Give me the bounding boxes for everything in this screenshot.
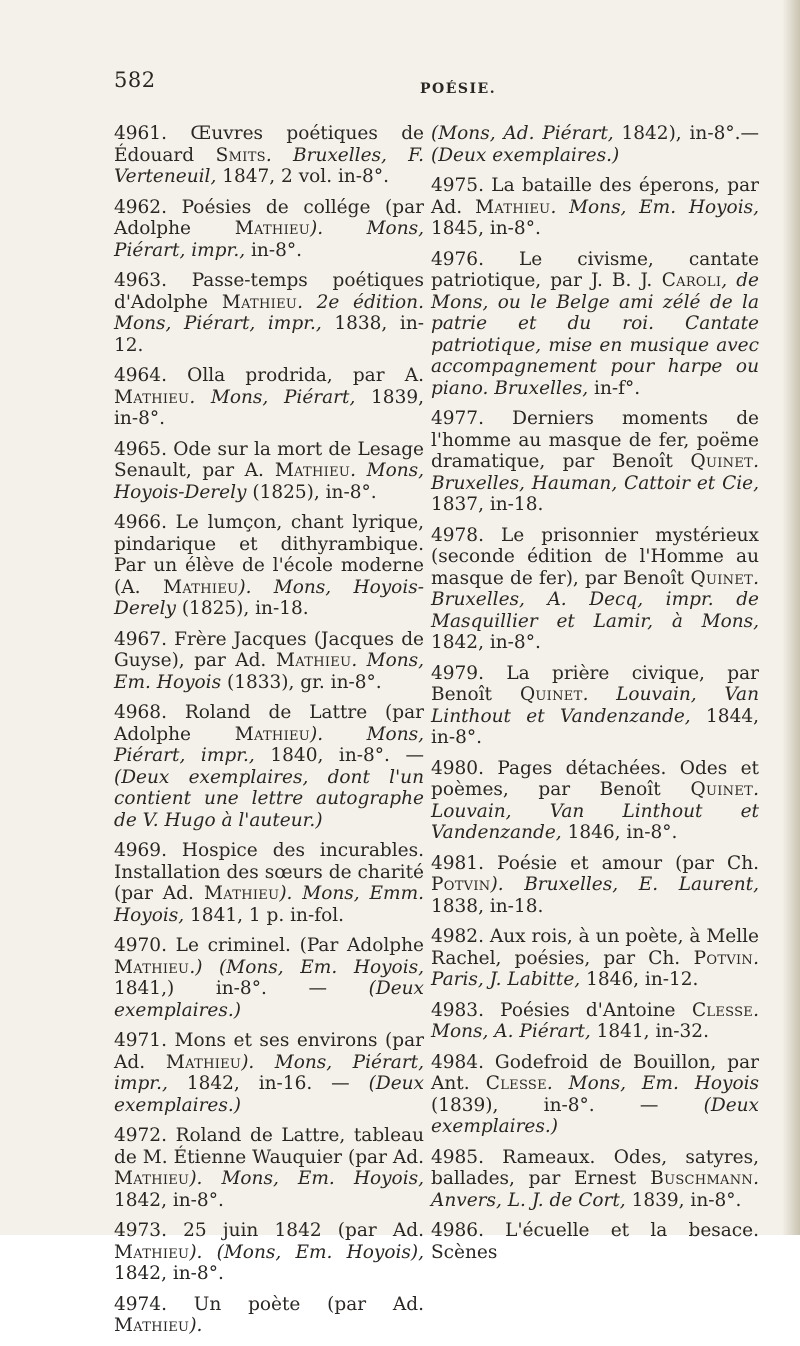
entry-text: 4984. Godefroid de Bouillon, par Ant. xyxy=(431,1051,759,1094)
entry-author: Mathieu xyxy=(140,576,239,598)
entry-author: Smits xyxy=(194,144,266,166)
entry-author: Mathieu xyxy=(114,1168,190,1189)
catalog-entry-4964 xyxy=(114,365,424,430)
entry-imprint: ). Mons, Em. Hoyois, xyxy=(189,1168,424,1189)
entry-imprint: . Anvers, L. J. de Cort, xyxy=(431,1168,759,1211)
entry-author: Potvin xyxy=(431,874,491,895)
entry-text: 4983. Poésies d'Antoine xyxy=(431,999,676,1021)
entry-author: Quinet xyxy=(660,779,754,800)
entry-text: 4968. Roland de Lattre (par Adolphe xyxy=(114,702,424,745)
catalog-entry-4962 xyxy=(114,197,424,262)
catalog-entry-4985 xyxy=(431,1147,759,1212)
entry-author: Mathieu xyxy=(263,460,351,481)
entry-format: 1841, 1 p. in-fol. xyxy=(184,904,344,926)
entry-imprint: . Mons, Em. Hoyois xyxy=(546,1073,759,1094)
catalog-entry-4974c xyxy=(431,123,759,166)
entry-text: 4961. Œuvres poétiques de Édouard xyxy=(114,123,424,166)
catalog-entry-4967 xyxy=(114,629,424,694)
entry-format: 1840, in-8°. — xyxy=(254,745,424,766)
entry-author: Mathieu xyxy=(114,956,190,978)
entry-text: 4976. Le civisme, cantate patriotique, par J. B. J. xyxy=(431,248,759,291)
entry-text: 4978. Le prisonnier mystérieux (seconde édition de l'Homme au masque de fer), par Benoît xyxy=(431,524,759,589)
entry-format: 1839, in-8°. xyxy=(625,1189,742,1211)
entry-imprint: ). Mons, Hoyois-Derely xyxy=(114,576,424,619)
entry-imprint: . Bruxelles, Hauman, Cattoir et Cie, xyxy=(431,451,759,494)
entry-author: Clesse xyxy=(675,999,754,1021)
catalog-entry-4961 xyxy=(114,123,424,188)
entry-format: 1841,) in-8°. — xyxy=(114,978,369,999)
entry-text: 4962. Poésies de collége (par Adolphe xyxy=(114,196,424,239)
catalog-entry-4965 xyxy=(114,439,424,504)
entry-note: (Deux exemplaires.) xyxy=(114,978,424,1021)
entry-format: (1825), in-8°. xyxy=(246,481,377,503)
left-column xyxy=(114,123,424,1346)
entry-imprint: . Mons, Em. Hoyois, xyxy=(550,196,759,218)
entry-author: Mathieu xyxy=(190,723,311,745)
entry-text: 4979. La prière civique, par Benoît xyxy=(431,662,759,705)
entry-text: 4965. Ode sur la mort de Lesage Senault, par A. xyxy=(114,438,424,481)
catalog-entry-4975 xyxy=(431,175,759,240)
catalog-entry-4963 xyxy=(114,270,424,356)
entry-imprint: ). (Mons, Em. Hoyois), xyxy=(189,1241,424,1263)
entry-author: Mathieu xyxy=(193,883,280,904)
entry-imprint: . Louvain, Van Linthout et Vandenzande, xyxy=(431,684,759,727)
catalog-entry-4966 xyxy=(114,512,424,620)
entry-imprint: ). Mons, Piérart, impr., xyxy=(114,1051,424,1094)
catalog-entry-4968 xyxy=(114,702,424,831)
entry-author: Mathieu xyxy=(114,1241,190,1263)
entry-imprint: ). Mons, Piérart, impr., xyxy=(114,723,424,766)
entry-text: 4970. Le criminel. (Par Adolphe xyxy=(114,935,424,956)
entry-imprint: ). Mons, Piérart, impr., xyxy=(114,218,424,261)
entry-imprint: . Paris, J. Labitte, xyxy=(431,947,760,990)
entry-author: Clesse xyxy=(469,1073,547,1094)
entry-imprint: . Mons, Hoyois-Derely xyxy=(114,460,425,503)
entry-note: (Deux exemplaires.) xyxy=(431,144,620,166)
entry-format: in-8°. xyxy=(245,239,302,261)
entry-format: 1845, in-8°. xyxy=(431,218,541,239)
entry-format: 1844, in-8°. xyxy=(431,705,760,748)
entry-format: 1839, in-8°. xyxy=(114,386,424,429)
entry-text: 4964. Olla prodrida, par A. xyxy=(114,365,424,386)
entry-format: 1842), in-8°.— xyxy=(613,123,759,144)
entry-text: 4972. Roland de Lattre, tableau de M. Étienne Wauquier (par Ad. xyxy=(114,1125,424,1168)
catalog-entry-4977 xyxy=(431,408,759,516)
entry-imprint: (Mons, Ad. Piérart, xyxy=(431,123,614,144)
entry-text: 4971. Mons et ses environs (par Ad. xyxy=(114,1030,424,1073)
catalog-entry-4980 xyxy=(431,758,759,844)
entry-author: Mathieu xyxy=(207,291,298,313)
catalog-entry-4976 xyxy=(431,249,759,400)
entry-author: Caroli xyxy=(652,270,722,291)
entry-format: 1842, in-8°. xyxy=(114,1189,224,1211)
entry-format: 1841, in-32. xyxy=(590,1021,709,1042)
catalog-entry-4986 xyxy=(431,1220,759,1263)
entry-format: 1837, in-18. xyxy=(431,494,544,515)
entry-author: Quinet xyxy=(683,567,754,589)
entry-text: 4985. Rameaux. Odes, satyres, ballades, par Ernest xyxy=(431,1146,759,1189)
entry-format: 1846, in-8°. xyxy=(561,822,678,843)
entry-note: (Deux exemplaires, dont l'un contient une lettre autographe de V. Hugo à l'auteur.) xyxy=(114,766,424,831)
entry-format: 1842, in-16. — xyxy=(167,1073,369,1094)
entry-format: 1846, in-12. xyxy=(580,969,699,990)
entry-imprint: .) (Mons, Em. Hoyois, xyxy=(189,956,424,978)
entry-format: 1842, in-8°. xyxy=(114,1263,224,1284)
entry-note: (Deux exemplaires.) xyxy=(114,1073,424,1116)
catalog-entry-4972 xyxy=(114,1125,424,1211)
entry-author: Mathieu xyxy=(114,1315,190,1336)
entry-text: 4969. Hospice des incurables. Installation des sœurs de charité (par Ad. xyxy=(114,840,424,904)
entry-imprint: ). Mons, Emm. Hoyois, xyxy=(114,883,424,926)
entry-format: (1825), in-18. xyxy=(175,598,309,619)
catalog-entry-4973 xyxy=(114,1220,424,1285)
catalog-entry-4982 xyxy=(431,926,759,991)
page-number: 582 xyxy=(114,68,156,92)
entry-format: 1838, in-12. xyxy=(114,313,424,356)
entry-author: Buschmann xyxy=(636,1168,754,1189)
entry-author: Mathieu xyxy=(190,218,311,239)
entry-imprint: . Mons, Piérart, xyxy=(189,386,356,408)
entry-text: 4980. Pages détachées. Odes et poèmes, par Benoît xyxy=(431,757,759,800)
entry-author: Mathieu xyxy=(462,196,551,218)
right-column xyxy=(431,123,759,1272)
entry-format: (1839), in-8°. — xyxy=(431,1094,704,1116)
entry-text: 4963. Passe-temps poétiques d'Adolphe xyxy=(114,270,424,313)
entry-author: Mathieu xyxy=(114,386,190,408)
entry-text: 4967. Frère Jacques (Jacques de Guyse), par Ad. xyxy=(114,628,424,671)
catalog-entry-4970 xyxy=(114,935,424,1021)
entry-text: 4981. Poésie et amour (par Ch. xyxy=(431,852,759,874)
entry-imprint: ). Bruxelles, E. Laurent, xyxy=(490,874,759,895)
entry-text: 4986. L'écuelle et la besace. Scènes xyxy=(431,1220,759,1263)
entry-text: 4977. Derniers moments de l'homme au masque de fer, poëme dramatique, par Benoît xyxy=(431,408,759,472)
entry-text: 4966. Le lumçon, chant lyrique, pindarique et dithyrambique. Par un élève de l'école moderne (A. xyxy=(114,512,424,598)
entry-format: 1838, in-18. xyxy=(431,895,544,917)
catalog-entry-4984 xyxy=(431,1052,759,1138)
catalog-entry-4974 xyxy=(114,1294,424,1337)
catalog-entry-4983 xyxy=(431,1000,759,1043)
catalog-entry-4969 xyxy=(114,840,424,926)
entry-imprint: , de Mons, ou le Belge ami zélé de la patrie et du roi. Cantate patriotique, mise en musique avec accompagnement pour harpe ou piano. Bruxelles, xyxy=(431,270,760,399)
entry-format: (1833), gr. in-8°. xyxy=(221,671,382,693)
catalog-entry-4971 xyxy=(114,1030,424,1116)
catalog-entry-4979 xyxy=(431,663,759,749)
entry-author: Mathieu xyxy=(145,1051,242,1073)
entry-imprint: . Mons, A. Piérart, xyxy=(431,999,759,1042)
catalog-entry-4978 xyxy=(431,525,759,654)
entry-imprint: ). xyxy=(189,1315,203,1336)
entry-format: 1842, in-8°. xyxy=(431,632,541,653)
entry-author: Quinet xyxy=(491,684,583,705)
entry-author: Mathieu xyxy=(266,650,352,671)
entry-text: 4982. Aux rois, à un poète, à Melle Rachel, poésies, par Ch. xyxy=(431,926,759,969)
entry-text: 4974. Un poète (par Ad. xyxy=(114,1293,424,1315)
entry-imprint: . Bruxelles, F. Verteneuil, xyxy=(114,144,424,187)
entry-imprint: . Bruxelles, A. Decq, impr. de Masquillier et Lamir, à Mons, xyxy=(431,567,760,632)
running-head: POÉSIE. xyxy=(420,81,497,97)
catalog-entry-4981 xyxy=(431,853,759,918)
entry-imprint: . Louvain, Van Linthout et Vandenzande, xyxy=(431,779,759,843)
entry-imprint: . 2e édition. Mons, Piérart, impr., xyxy=(114,291,424,334)
entry-imprint: . Mons, Em. Hoyois xyxy=(114,650,425,693)
entry-text: 4975. La bataille des éperons, par Ad. xyxy=(431,175,759,218)
entry-author: Potvin xyxy=(680,947,754,969)
page-edge-shadow xyxy=(782,0,800,1235)
entry-text: 4973. 25 juin 1842 (par Ad. xyxy=(114,1220,424,1241)
entry-format: 1847, 2 vol. in-8°. xyxy=(216,166,389,187)
entry-format: in-f°. xyxy=(588,377,641,399)
entry-note: (Deux exemplaires.) xyxy=(431,1094,759,1137)
entry-author: Quinet xyxy=(672,451,754,472)
